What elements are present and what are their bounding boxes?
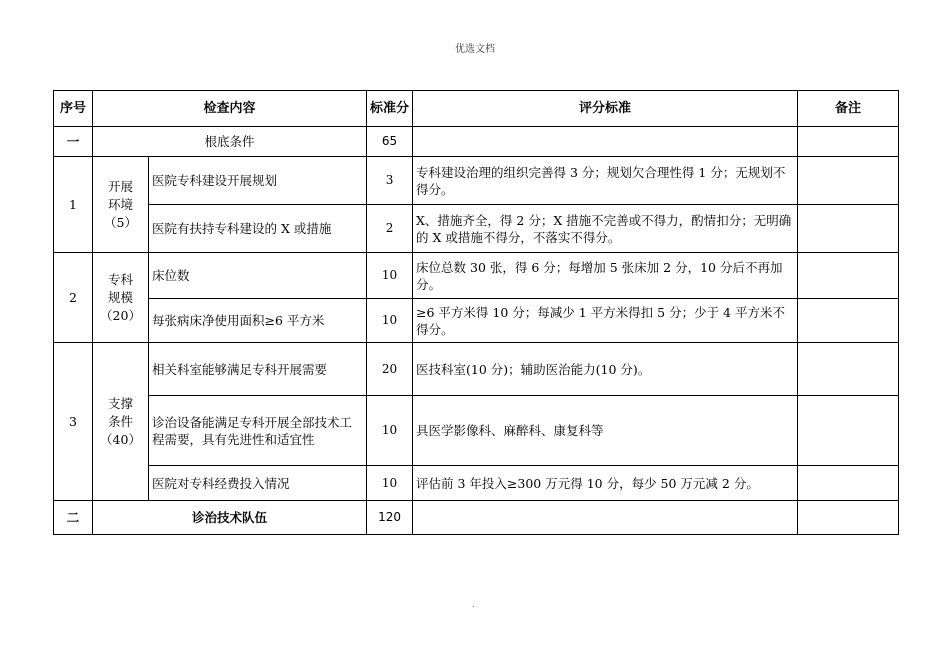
section-score: 120 bbox=[367, 501, 413, 535]
section-score: 65 bbox=[367, 127, 413, 157]
evaluation-table bbox=[53, 90, 899, 535]
col-header-content: 检查内容 bbox=[93, 91, 367, 127]
item-remark bbox=[798, 253, 899, 299]
item-content: 床位数 bbox=[149, 253, 367, 299]
item-criteria: X、措施齐全，得 2 分；X 措施不完善或不得力，酌情扣分；无明确的 X 或措施不得分，不落实不得分。 bbox=[413, 205, 798, 253]
section-no: 二 bbox=[54, 501, 93, 535]
group-no: 2 bbox=[54, 253, 93, 343]
item-criteria: 评估前 3 年投入≥300 万元得 10 分，每少 50 万元减 2 分。 bbox=[413, 466, 798, 501]
table-row bbox=[54, 466, 899, 501]
item-criteria: 具医学影像科、麻醉科、康复科等 bbox=[413, 396, 798, 466]
group-label-line: 专科 bbox=[107, 271, 133, 287]
item-score: 10 bbox=[367, 299, 413, 343]
section-title: 根底条件 bbox=[93, 127, 367, 157]
table-row bbox=[54, 396, 899, 466]
group-label-line: （40） bbox=[100, 431, 141, 447]
table-row bbox=[54, 205, 899, 253]
item-content: 医院专科建设开展规划 bbox=[149, 157, 367, 205]
group-label-line: 支撑 bbox=[107, 395, 133, 411]
footer-mark: . bbox=[472, 600, 475, 609]
group-label bbox=[93, 253, 149, 343]
item-score: 10 bbox=[367, 253, 413, 299]
table-row bbox=[54, 343, 899, 396]
item-remark bbox=[798, 157, 899, 205]
item-score: 10 bbox=[367, 396, 413, 466]
group-label bbox=[93, 157, 149, 253]
section-title: 诊治技术队伍 bbox=[93, 501, 367, 535]
col-header-no: 序号 bbox=[54, 91, 93, 127]
item-score: 20 bbox=[367, 343, 413, 396]
col-header-remark: 备注 bbox=[798, 91, 899, 127]
item-score: 2 bbox=[367, 205, 413, 253]
item-criteria: 医技科室(10 分)；辅助医治能力(10 分)。 bbox=[413, 343, 798, 396]
item-score: 3 bbox=[367, 157, 413, 205]
table-row bbox=[54, 299, 899, 343]
group-label-line: 环境 bbox=[107, 196, 133, 212]
table-header-row bbox=[54, 91, 899, 127]
col-header-criteria: 评分标准 bbox=[413, 91, 798, 127]
group-label-line: 条件 bbox=[107, 413, 133, 429]
group-label-line: 规模 bbox=[107, 289, 133, 305]
section-row-clinical-team bbox=[54, 501, 899, 535]
section-remark-empty bbox=[798, 127, 899, 157]
group-label-line: 开展 bbox=[107, 178, 133, 194]
item-content: 每张病床净使用面积≥6 平方米 bbox=[149, 299, 367, 343]
group-no: 1 bbox=[54, 157, 93, 253]
item-remark bbox=[798, 343, 899, 396]
item-criteria: 床位总数 30 张，得 6 分；每增加 5 张床加 2 分，10 分后不再加分。 bbox=[413, 253, 798, 299]
group-label-line: （5） bbox=[104, 214, 137, 230]
group-label-line: （20） bbox=[100, 307, 141, 323]
item-content: 医院有扶持专科建设的 X 或措施 bbox=[149, 205, 367, 253]
group-no: 3 bbox=[54, 343, 93, 501]
item-remark bbox=[798, 205, 899, 253]
item-content: 相关科室能够满足专科开展需要 bbox=[149, 343, 367, 396]
section-no: 一 bbox=[54, 127, 93, 157]
section-criteria-empty bbox=[413, 127, 798, 157]
col-header-score: 标准分 bbox=[367, 91, 413, 127]
section-row-basic-conditions bbox=[54, 127, 899, 157]
item-content: 诊治设备能满足专科开展全部技术工程需要，具有先进性和适宜性 bbox=[149, 396, 367, 466]
item-remark bbox=[798, 466, 899, 501]
item-score: 10 bbox=[367, 466, 413, 501]
section-remark-empty bbox=[798, 501, 899, 535]
item-remark bbox=[798, 396, 899, 466]
item-criteria: 专科建设治理的组织完善得 3 分；规划欠合理性得 1 分；无规划不得分。 bbox=[413, 157, 798, 205]
item-criteria: ≥6 平方米得 10 分；每减少 1 平方米得扣 5 分；少于 4 平方米不得分。 bbox=[413, 299, 798, 343]
item-content: 医院对专科经费投入情况 bbox=[149, 466, 367, 501]
table-row bbox=[54, 253, 899, 299]
page-header-note: 优选文档 bbox=[455, 44, 495, 55]
table-row bbox=[54, 157, 899, 205]
item-remark bbox=[798, 299, 899, 343]
group-label bbox=[93, 343, 149, 501]
section-criteria-empty bbox=[413, 501, 798, 535]
